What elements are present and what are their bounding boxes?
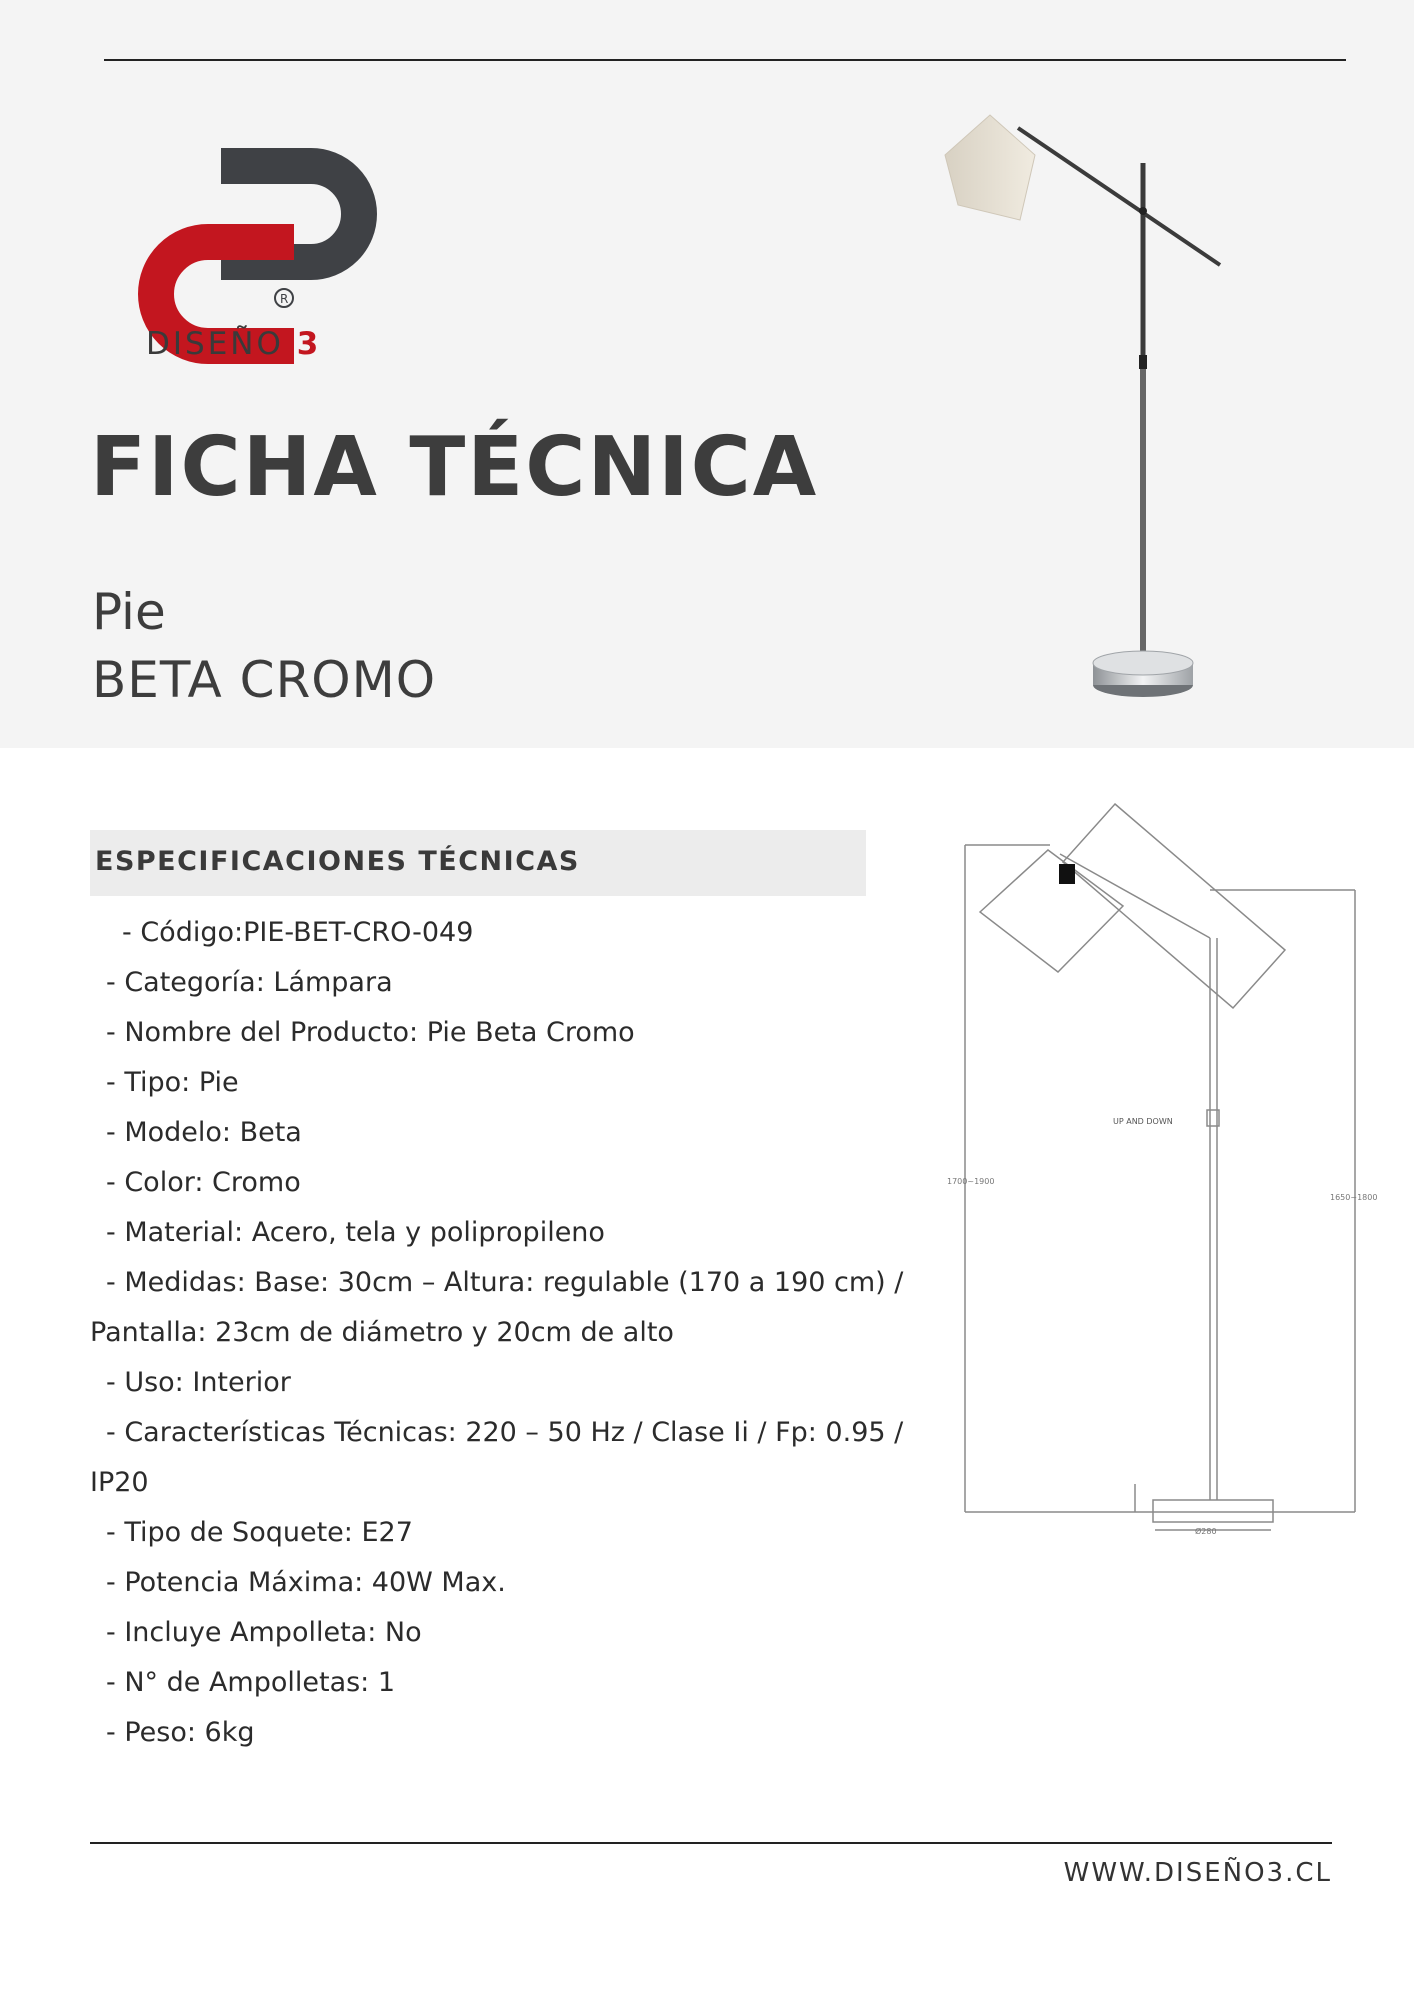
page-title: FICHA TÉCNICA [90, 420, 819, 515]
spec-bulb-included: - Incluye Ampolleta: No [106, 1617, 422, 1648]
drawing-label-height-left: 1700~1900 [947, 1177, 995, 1186]
drawing-label-updown: UP AND DOWN [1113, 1117, 1173, 1126]
product-type: Pie [92, 583, 166, 641]
bottom-divider [90, 1842, 1332, 1844]
product-name: BETA CROMO [92, 651, 437, 709]
spec-power: - Potencia Máxima: 40W Max. [106, 1567, 506, 1598]
website-link[interactable]: WWW.DISEÑO3.CL [1063, 1858, 1332, 1888]
spec-model: - Modelo: Beta [106, 1117, 302, 1148]
spec-product-name: - Nombre del Producto: Pie Beta Cromo [106, 1017, 635, 1048]
spec-dimensions-cont: Pantalla: 23cm de diámetro y 20cm de alto [90, 1317, 674, 1348]
spec-dimensions: - Medidas: Base: 30cm – Altura: regulable (170 a 190 cm) / [106, 1267, 904, 1298]
spec-technical: - Características Técnicas: 220 – 50 Hz / Clase Ii / Fp: 0.95 / [106, 1417, 904, 1448]
spec-bulb-count: - N° de Ampolletas: 1 [106, 1667, 396, 1698]
specs-heading: ESPECIFICACIONES TÉCNICAS [90, 830, 866, 896]
lamp-photo [930, 100, 1250, 710]
spec-code: - Código:PIE-BET-CRO-049 [122, 917, 474, 948]
spec-technical-cont: IP20 [90, 1467, 149, 1498]
drawing-label-base: Ø280 [1195, 1527, 1217, 1536]
spec-weight: - Peso: 6kg [106, 1717, 255, 1748]
spec-socket: - Tipo de Soquete: E27 [106, 1517, 413, 1548]
spec-type: - Tipo: Pie [106, 1067, 239, 1098]
spec-material: - Material: Acero, tela y polipropileno [106, 1217, 605, 1248]
specs-list [90, 908, 950, 1758]
spec-category: - Categoría: Lámpara [106, 967, 393, 998]
brand-name: DISEÑO 3 [146, 326, 322, 362]
top-divider [104, 59, 1346, 61]
technical-drawing [947, 800, 1385, 1540]
spec-use: - Uso: Interior [106, 1367, 291, 1398]
svg-text:R: R [280, 292, 289, 306]
spec-color: - Color: Cromo [106, 1167, 301, 1198]
drawing-label-height-right: 1650~1800 [1330, 1193, 1378, 1202]
